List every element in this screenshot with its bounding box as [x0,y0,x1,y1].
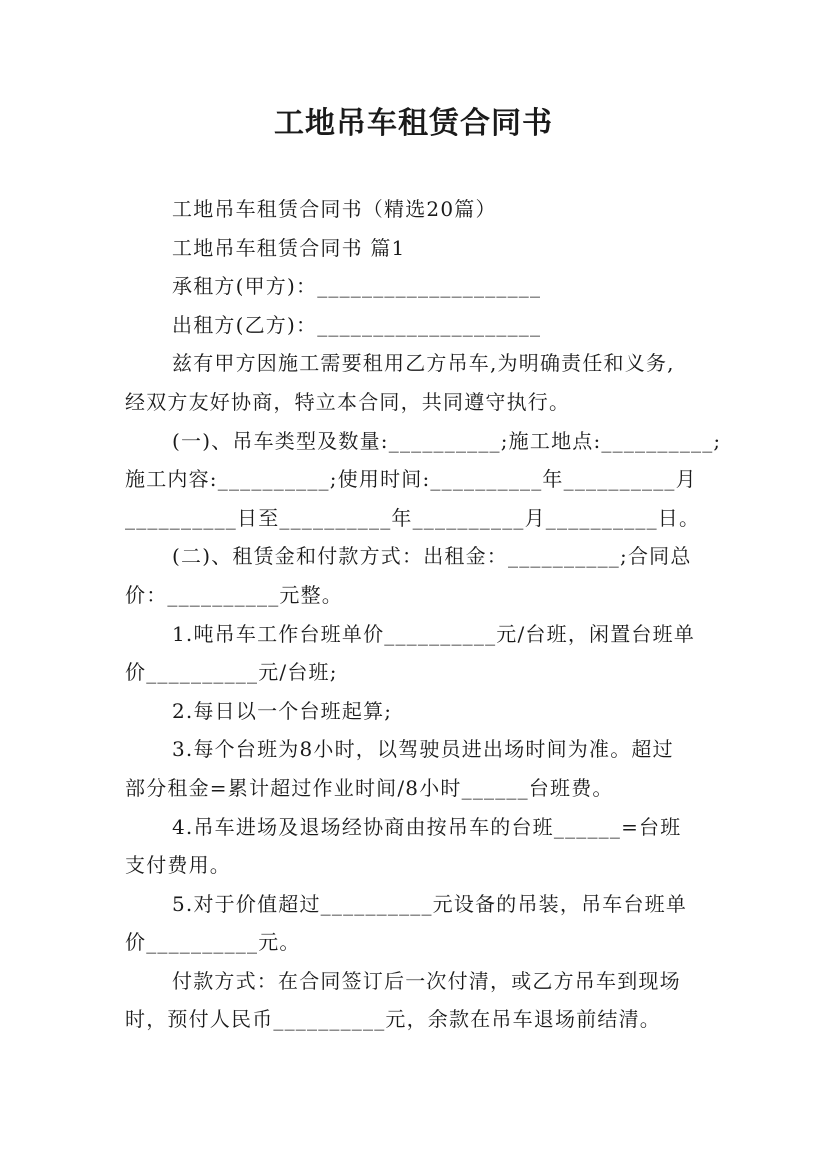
text-line-5: 兹有甲方因施工需要租用乙方吊车,为明确责任和义务, [172,351,675,376]
text-line-18: 支付费用。 [125,853,231,878]
text-line-6: 经双方友好协商，特立本合同，共同遵守执行。 [125,389,571,414]
text-line-22: 时，预付人民币__________元，余款在吊车退场前结清。 [125,1007,661,1032]
text-line-14: 2.每日以一个台班起算; [172,698,393,723]
text-line-9: __________日至__________年__________月__________日。 [125,505,701,530]
text-line-21: 付款方式：在合同签订后一次付清，或乙方吊车到现场 [172,968,681,993]
text-line-15: 3.每个台班为8小时，以驾驶员进出场时间为准。超过 [172,737,674,762]
text-line-12: 1.吨吊车工作台班单价__________元/台班，闲置台班单 [172,621,696,646]
text-line-11: 价：__________元整。 [125,582,343,607]
text-line-13: 价__________元/台班; [125,660,338,685]
text-line-8: 施工内容:__________;使用时间:__________年__________月 [125,467,697,492]
text-line-3: 承租方(甲方)：____________________ [172,274,542,299]
text-line-10: (二)、租赁金和付款方式：出租金：__________;合同总 [172,544,692,569]
page-title: 工地吊车租赁合同书 [274,106,553,141]
text-line-1: 工地吊车租赁合同书（精选20篇） [172,197,497,221]
text-line-17: 4.吊车进场及退场经协商由按吊车的台班______=台班 [172,814,682,839]
document-body [125,190,722,1039]
text-line-2: 工地吊车租赁合同书 篇1 [172,235,406,260]
text-line-4: 出租方(乙方)：____________________ [172,312,542,337]
text-line-19: 5.对于价值超过__________元设备的吊装，吊车台班单 [172,891,688,916]
text-line-7: (一)、吊车类型及数量:__________;施工地点:__________; [172,428,722,453]
text-line-16: 部分租金=累计超过作业时间/8小时______台班费。 [125,775,614,800]
text-line-20: 价__________元。 [125,930,301,955]
